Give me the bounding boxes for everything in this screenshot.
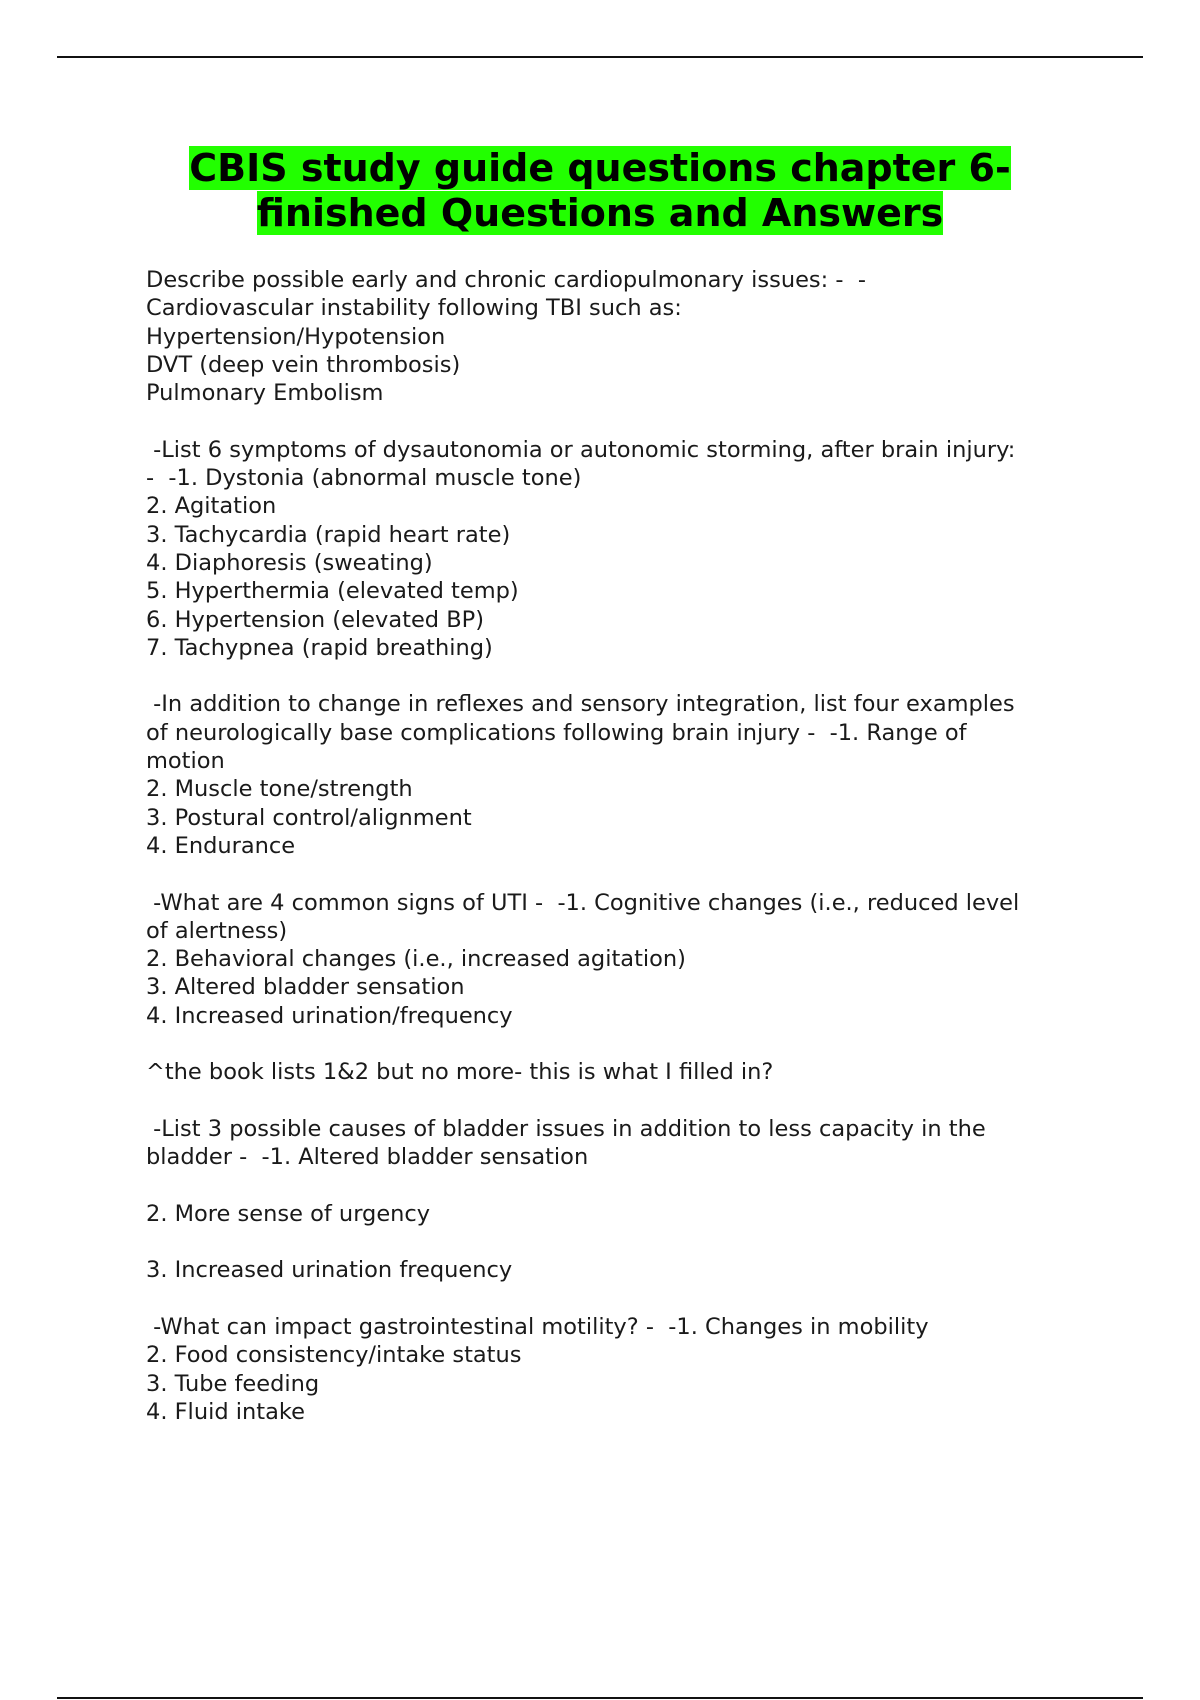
body-line: -What are 4 common signs of UTI - -1. Cognitive changes (i.e., reduced level (146, 889, 1020, 916)
body-line: 2. Behavioral changes (i.e., increased agitation) (146, 946, 686, 973)
body-line: 7. Tachypnea (rapid breathing) (146, 634, 493, 661)
body-line: -List 3 possible causes of bladder issues in addition to less capacity in the (146, 1115, 986, 1142)
body-line: 6. Hypertension (elevated BP) (146, 606, 485, 633)
body-line (146, 1285, 1096, 1313)
body-line: 2. Muscle tone/strength (146, 776, 413, 803)
document-body (146, 266, 1096, 1426)
title-line-2: finished Questions and Answers (256, 191, 944, 235)
body-line: motion (146, 748, 225, 775)
bottom-rule (57, 1697, 1143, 1699)
body-line: 3. Tachycardia (rapid heart rate) (146, 521, 511, 548)
body-line: 3. Postural control/alignment (146, 804, 472, 831)
body-line: 5. Hyperthermia (elevated temp) (146, 578, 519, 605)
body-line (146, 407, 1096, 435)
body-line (146, 662, 1096, 690)
body-line: 2. Food consistency/intake status (146, 1342, 522, 1369)
body-line: -In addition to change in reflexes and sensory integration, list four examples (146, 691, 1015, 718)
body-line: of neurologically base complications following brain injury - -1. Range of (146, 719, 967, 746)
body-line (146, 1030, 1096, 1058)
body-line: -What can impact gastrointestinal motility? - -1. Changes in mobility (146, 1313, 929, 1340)
body-line: -List 6 symptoms of dysautonomia or autonomic storming, after brain injury: (146, 436, 1016, 463)
body-line: - -1. Dystonia (abnormal muscle tone) (146, 465, 582, 492)
body-line: Hypertension/Hypotension (146, 323, 446, 350)
body-line: ^the book lists 1&2 but no more- this is what I filled in? (146, 1059, 774, 1086)
body-line: 2. Agitation (146, 493, 277, 520)
body-line: 3. Tube feeding (146, 1370, 320, 1397)
title-line-1: CBIS study guide questions chapter 6- (189, 146, 1011, 190)
body-line: 2. More sense of urgency (146, 1200, 431, 1227)
body-line: DVT (deep vein thrombosis) (146, 351, 461, 378)
body-line: of alertness) (146, 917, 288, 944)
body-line: 3. Altered bladder sensation (146, 974, 465, 1001)
body-line: bladder - -1. Altered bladder sensation (146, 1144, 589, 1171)
body-line (146, 1172, 1096, 1200)
body-line: 3. Increased urination frequency (146, 1257, 513, 1284)
body-line: 4. Diaphoresis (sweating) (146, 549, 433, 576)
body-line (146, 860, 1096, 888)
top-rule (57, 56, 1143, 58)
document-title (100, 146, 1100, 236)
body-line: Describe possible early and chronic cardiopulmonary issues: - - (146, 267, 866, 293)
body-line: 4. Fluid intake (146, 1398, 305, 1425)
body-line: Pulmonary Embolism (146, 380, 384, 407)
body-line: 4. Endurance (146, 832, 296, 859)
body-line: Cardiovascular instability following TBI such as: (146, 295, 682, 322)
body-line: 4. Increased urination/frequency (146, 1002, 513, 1029)
body-line (146, 1087, 1096, 1115)
body-line (146, 1228, 1096, 1256)
